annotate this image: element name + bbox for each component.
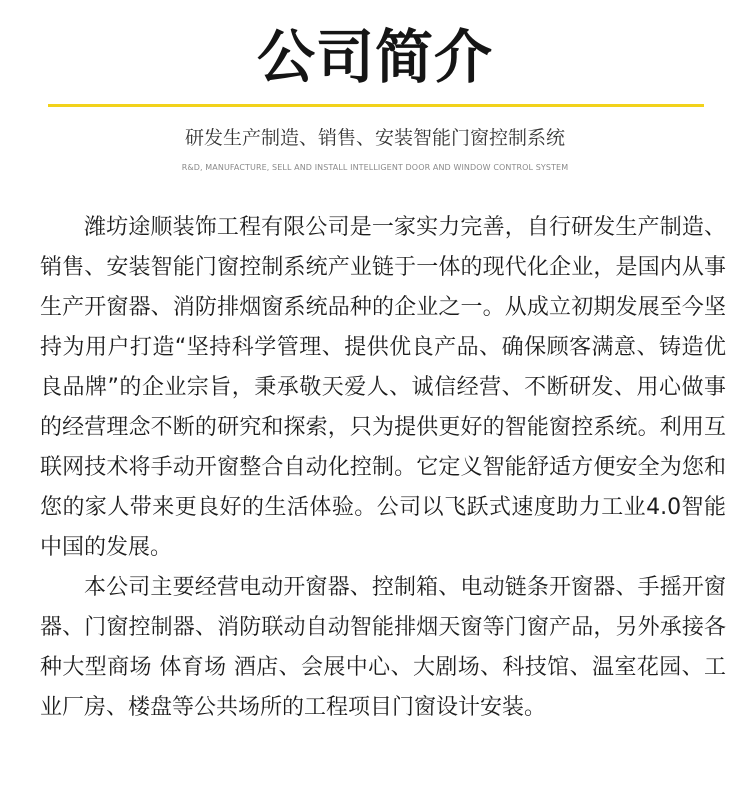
subtitle-chinese: 研发生产制造、销售、安装智能门窗控制系统 bbox=[184, 127, 565, 149]
intro-paragraph-2: 本公司主要经营电动开窗器、控制箱、电动链条开窗器、手摇开窗器、门窗控制器、消防联动自动智能排烟天窗等门窗产品，另外承接各种大型商场 体育场 酒店、会展中心、大剧场、科技馆、温室花园、工业厂房、楼盘等公共场所的工程项目门窗设计安装。 bbox=[40, 575, 726, 720]
intro-paragraph-1: 潍坊途顺装饰工程有限公司是一家实力完善，自行研发生产制造、销售、安装智能门窗控制系统产业链于一体的现代化企业，是国内从事生产开窗器、消防排烟窗系统品种的企业之一。从成立初期发展至今坚持为用户打造“坚持科学管理、提供优良产品、确保顾客满意、铸造优良品牌”的企业宗旨，秉承敬天爱人、诚信经营、不断研发、用心做事的经营理念不断的研究和探索，只为提供更好的智能窗控系统。利用互联网技术将手动开窗整合自动化控制。它定义智能舒适方便安全为您和您的家人带来更良好的生活体验。公司以飞跃式速度助力工业4.0智能中国的发展。 bbox=[40, 215, 726, 560]
title-divider bbox=[48, 104, 704, 107]
intro-body bbox=[40, 208, 726, 728]
page-title: 公司简介 bbox=[256, 23, 493, 91]
subtitle-english: R&D, MANUFACTURE, SELL AND INSTALL INTELLIGENT DOOR AND WINDOW CONTROL SYSTEM bbox=[181, 163, 569, 172]
